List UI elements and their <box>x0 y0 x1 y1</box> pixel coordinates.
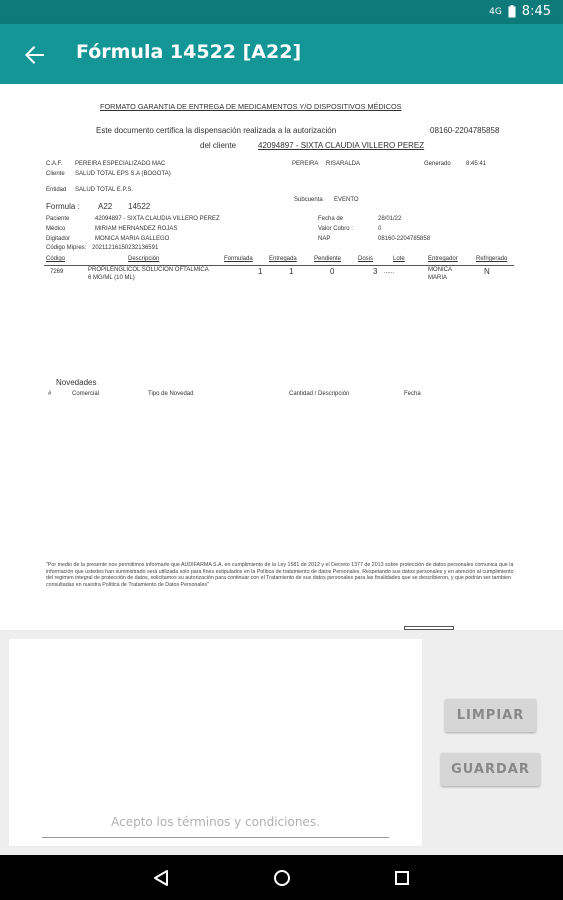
col-code: Código <box>46 256 66 262</box>
arrow-left-icon <box>18 39 50 71</box>
doctor-label: Médico <box>46 226 66 232</box>
col-description: Descripción <box>128 256 160 262</box>
generated-label: Generado <box>424 161 451 167</box>
date-value: 28/01/22 <box>378 216 402 222</box>
col-dose: Dosis <box>358 256 374 262</box>
clear-button[interactable]: LIMPIAR <box>445 699 536 732</box>
customer-value: SALUD TOTAL EPS S.A (BOGOTA) <box>75 171 171 177</box>
row-description-2: 6 MG/ML (10 ML) <box>88 275 135 281</box>
entity-label: Entidad <box>46 187 67 193</box>
row-dose: 3 <box>373 267 378 276</box>
nov-col-commercial: Comercial <box>72 391 100 397</box>
row-description-1: PROPILENGLICOL SOLUCION OFTALMICA <box>88 267 209 273</box>
typist-value: MONICA MARIA GALLEGO <box>95 236 170 242</box>
signature-pad[interactable] <box>9 639 422 846</box>
client-label: del cliente <box>200 141 237 150</box>
city-label: PEREIRA <box>292 161 319 167</box>
client-name: 42094897 - SIXTA CLAUDIA VILLERO PEREZ <box>258 141 425 150</box>
formula-code: A22 <box>98 202 113 211</box>
novedades-title: Novedades <box>56 378 97 387</box>
legal-notice: "Por medio de la presente nos permitimos informarle que AUDIFARMA S.A. en cumplimiento de la Ley 1581 de 2012 y el Decreto 1377 de 2013 sobre protección de datos personales comunica que la información que ustedes han suministrado será utilizada solo para fines estipulados en la Política de tratamiento de datos Personales. Respetando sus datos personales y en atención al cumplimiento del regimen integral de protección de datos, solicitamos su autorización para continuar con el Tratamiento de sus datos personales para las finalidades que se describieron, y que podrán ser tambien consultadas en nuestra Política de Tratamiento de Datos Personales" <box>46 562 514 588</box>
row-code: 7269 <box>50 269 64 275</box>
nav-home-icon[interactable] <box>272 868 292 888</box>
document-heading: FORMATO GARANTIA DE ENTREGA DE MEDICAMENTOS Y/O DISPOSITIVOS MÉDICOS <box>100 102 402 111</box>
signature-line <box>42 837 389 838</box>
nap-label: NAP <box>318 236 331 242</box>
charge-label: Valor Cobro : <box>318 226 353 232</box>
row-lot: ...... <box>384 269 395 275</box>
navigation-bar <box>0 855 563 900</box>
back-button[interactable] <box>18 39 50 71</box>
nov-col-number: # <box>48 391 52 397</box>
typist-label: Digitador <box>46 236 71 242</box>
battery-icon <box>508 5 516 18</box>
subaccount-value: EVENTO <box>334 197 359 203</box>
caf-value: PEREIRA ESPECIALIZADO MAC <box>75 161 166 167</box>
signature-box-outline <box>404 626 454 630</box>
mipres-label: Código Mipres: <box>46 245 87 251</box>
certifies-text: Este documento certifica la dispensación realizada a la autorización <box>96 126 337 135</box>
nov-col-type: Tipo de Novedad <box>148 391 194 397</box>
col-prescribed: Formulada <box>224 256 253 262</box>
col-refrigerated: Refrigerado <box>476 256 508 262</box>
charge-value: 0 <box>378 226 382 232</box>
nov-col-quantity: Cantidad / Descripción <box>289 391 350 397</box>
row-prescribed: 1 <box>258 267 263 276</box>
status-bar <box>0 0 563 24</box>
clock: 8:45 <box>521 4 551 19</box>
save-button[interactable]: GUARDAR <box>441 753 540 786</box>
generated-value: 8:45:41 <box>466 161 487 167</box>
row-pending: 0 <box>330 267 335 276</box>
doctor-value: MIRIAM HERNANDEZ ROJAS <box>95 226 178 232</box>
row-deliverer-1: MONICA <box>428 267 452 273</box>
nap-value: 08160-2204785858 <box>378 236 431 242</box>
document-view <box>0 84 563 630</box>
formula-number: 14522 <box>128 202 151 211</box>
subaccount-label: Subcuenta <box>294 197 323 203</box>
nov-col-date: Fecha <box>404 391 421 397</box>
authorization-number: 08160-2204785858 <box>430 126 500 135</box>
col-delivered: Entregada <box>269 256 297 262</box>
patient-value: 42094897 - SIXTA CLAUDIA VILLERO PEREZ <box>95 216 220 222</box>
col-lot: Lote <box>393 256 405 262</box>
col-deliverer: Entregador <box>428 256 458 262</box>
customer-label: Cliente <box>46 171 65 177</box>
formula-label: Formula : <box>46 202 80 211</box>
row-refrigerated: N <box>484 267 490 276</box>
patient-label: Paciente <box>46 216 70 222</box>
row-deliverer-2: MARIA <box>428 275 448 281</box>
row-delivered: 1 <box>289 267 294 276</box>
page-title: Fórmula 14522 [A22] <box>76 41 302 63</box>
nav-recents-icon[interactable] <box>392 868 412 888</box>
entity-value: SALUD TOTAL E.P.S. <box>75 187 134 193</box>
caf-label: C.A.F. <box>46 161 63 167</box>
network-icon: 4G <box>489 6 502 17</box>
terms-label: Acepto los términos y condiciones. <box>111 815 320 829</box>
app-bar <box>0 24 563 84</box>
nav-back-icon[interactable] <box>151 868 171 888</box>
table-header-rule <box>44 265 514 266</box>
col-pending: Pendiente <box>314 256 342 262</box>
city-value: RISARALDA <box>326 161 361 167</box>
date-label: Fecha de <box>318 216 344 222</box>
mipres-value: 20211216150232136591 <box>92 245 159 251</box>
